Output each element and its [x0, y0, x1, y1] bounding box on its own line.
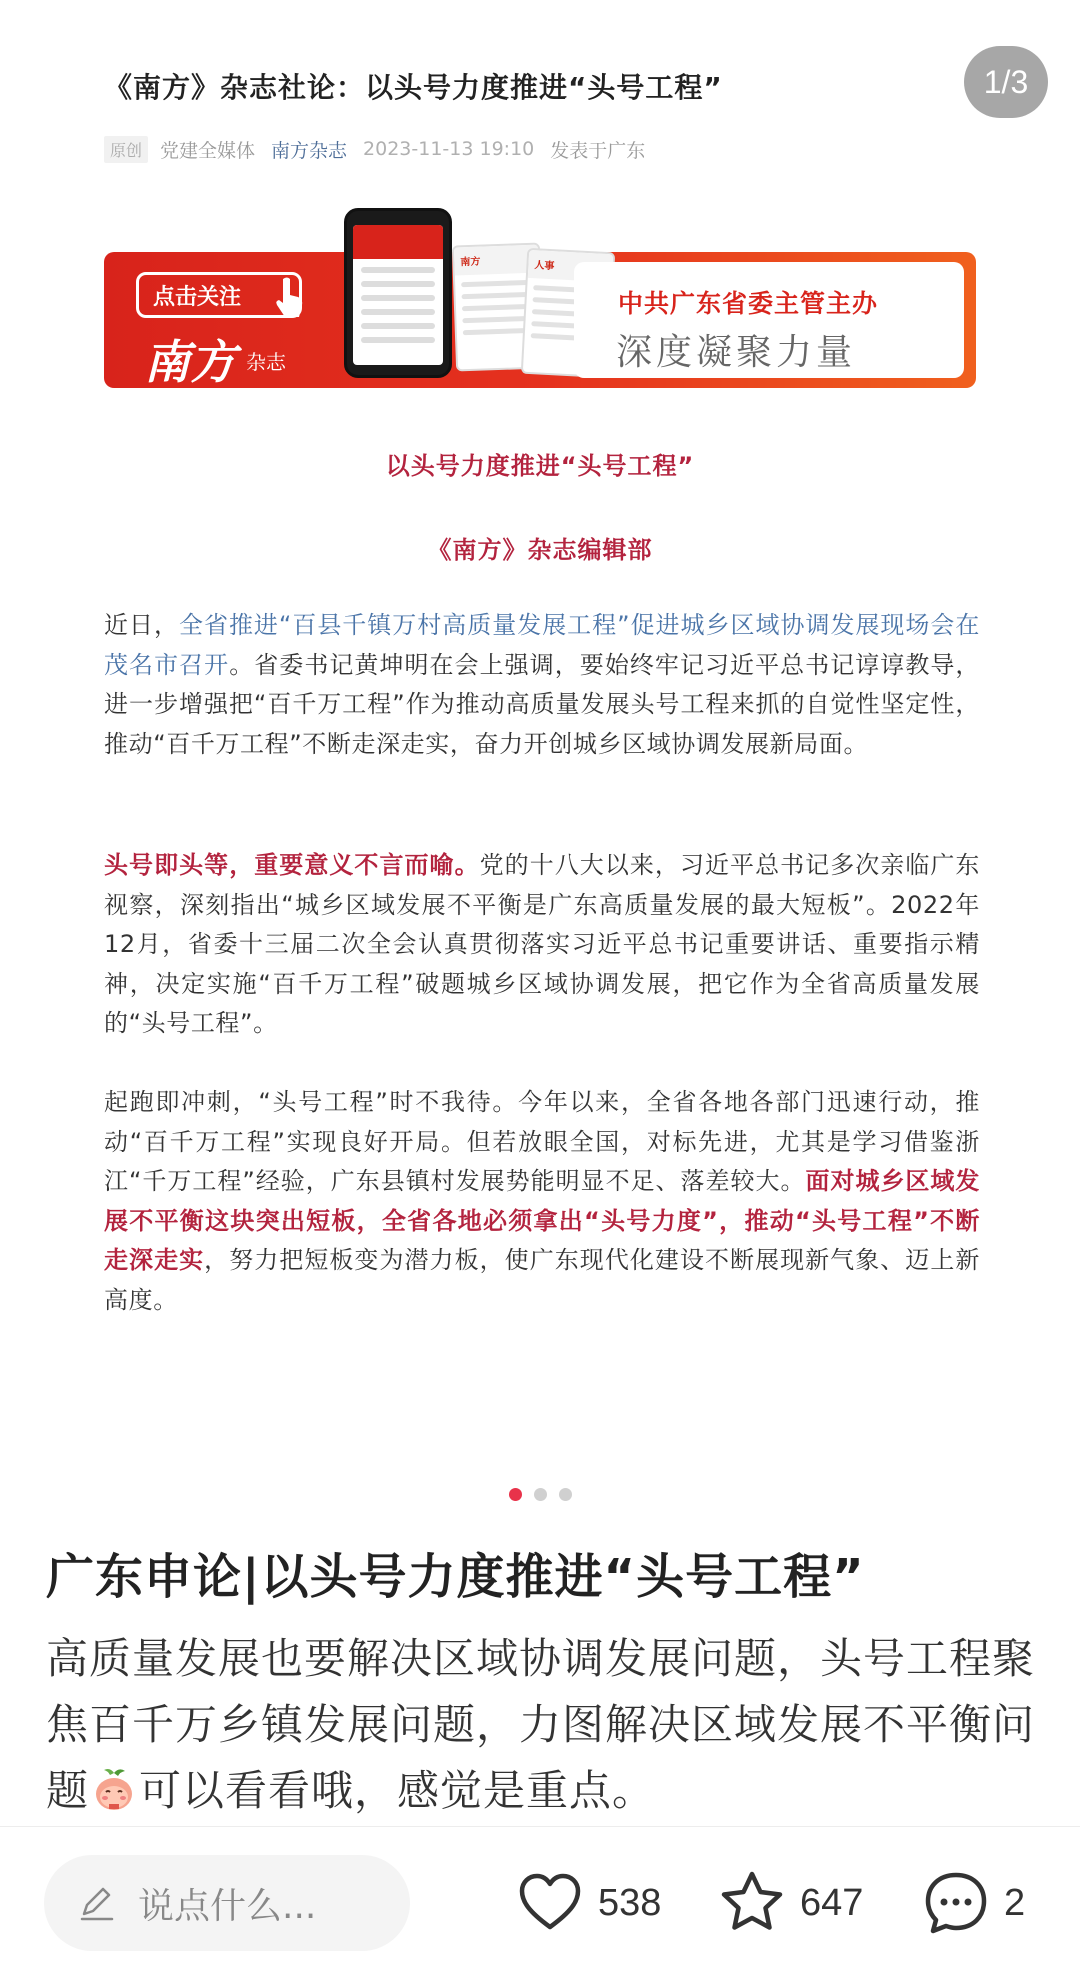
like-count: 538 — [598, 1881, 662, 1924]
banner-logo-small: 杂志 — [246, 350, 286, 374]
pointing-hand-icon — [273, 275, 305, 321]
meta-location: 发表于广东 — [550, 139, 646, 162]
bottom-action-bar — [0, 1826, 1080, 1973]
favorite-count: 647 — [800, 1881, 864, 1924]
comment-input[interactable] — [44, 1855, 410, 1951]
meta-account: 南方杂志 — [271, 139, 348, 162]
comment-placeholder: 说点什么... — [138, 1885, 317, 1927]
comment-bubble-icon — [920, 1867, 992, 1939]
banner-slogan-panel — [574, 262, 964, 378]
magazine-banner — [104, 252, 976, 388]
banner-follow-label: 点击关注 — [136, 272, 302, 318]
article-title: 《南方》杂志社论：以头号力度推进“头号工程” — [104, 71, 723, 104]
article-paragraph-1: 近日，全省推进“百县千镇万村高质量发展工程”促进城乡区域协调发展现场会在茂名市召开。省委书记黄坤明在会上强调，要始终牢记习近平总书记谆谆教导，进一步增强把“百千万工程”作为推动高质量发展头号工程来抓的自觉性坚定性，推动“百千万工程”不断走深走实，奋力开创城乡区域协调发展新局面。 — [104, 611, 981, 758]
banner-slogan-line2: 深度凝聚力量 — [616, 332, 857, 373]
note-body: 高质量发展也要解决区域协调发展问题，头号工程聚焦百千万乡镇发展问题，力图解决区域发展不平衡问题 可以看看哦，感觉是重点。 — [46, 1634, 1036, 1815]
star-icon — [716, 1867, 788, 1939]
carousel-dot-2[interactable] — [534, 1488, 547, 1501]
mock-card-left: 南方 — [452, 243, 544, 372]
heart-icon — [514, 1867, 586, 1939]
comment-count: 2 — [1004, 1881, 1026, 1924]
phone-mockup — [344, 208, 452, 378]
carousel-dot-1[interactable] — [509, 1488, 522, 1501]
article-byline: 《南方》杂志编辑部 — [427, 536, 653, 564]
article-meta — [104, 134, 645, 164]
banner-slogan-line1: 中共广东省委主管主办 — [618, 289, 879, 318]
peach-face-emoji-icon — [91, 1767, 137, 1813]
pen-icon — [78, 1884, 116, 1922]
original-tag: 原创 — [104, 136, 148, 163]
article-paragraph-2: 头号即头等，重要意义不言而喻。党的十八大以来，习近平总书记多次亲临广东视察，深刻指出“城乡区域发展不平衡是广东高质量发展的最大短板”。2022年12月，省委十三届二次全会认真贯彻落实习近平总书记重要讲话、重要指示精神，决定实施“百千万工程”破题城乡区域协调发展，把它作为全省高质量发展的“头号工程”。 — [104, 851, 981, 1037]
comment-button[interactable] — [920, 1867, 1025, 1939]
mock-card-right: 人事 — [521, 248, 615, 378]
carousel-dot-3[interactable] — [559, 1488, 572, 1501]
like-button[interactable] — [514, 1867, 661, 1939]
page-counter: 1/3 — [964, 46, 1048, 118]
carousel-indicator — [0, 1488, 1080, 1501]
meta-time: 2023-11-13 19:10 — [363, 138, 535, 160]
banner-logo: 南方 — [144, 335, 236, 389]
article-paragraph-3: 起跑即冲刺，“头号工程”时不我待。今年以来，全省各地各部门迅速行动，推动“百千万工程”实现良好开局。但若放眼全国，对标先进，尤其是学习借鉴浙江“千万工程”经验，广东县镇村发展势能明显不足、落差较大。面对城乡区域发展不平衡这块突出短板，全省各地必须拿出“头号力度”，推动“头号工程”不断走深走实，努力把短板变为潜力板，使广东现代化建设不断展现新气象、迈上新高度。 — [104, 1088, 981, 1314]
article-link: 全省推进“百县千镇万村高质量发展工程”促进城乡区域协调发展现场会在茂名市召开 — [104, 611, 980, 679]
note-title: 广东申论|以头号力度推进“头号工程” — [46, 1549, 865, 1605]
article-subtitle: 以头号力度推进“头号工程” — [385, 452, 695, 480]
meta-source: 党建全媒体 — [160, 139, 256, 162]
favorite-button[interactable] — [716, 1867, 863, 1939]
